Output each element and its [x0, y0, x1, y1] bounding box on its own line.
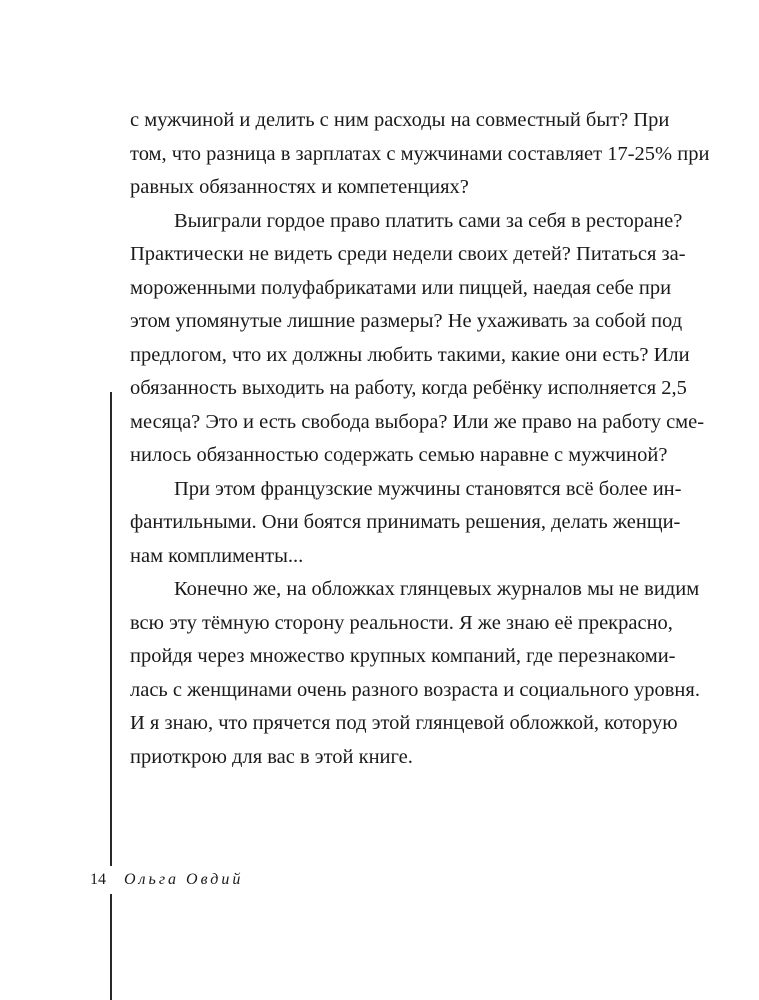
text-line: всю эту тёмную сторону реальности. Я же знаю её прекрасно,	[130, 611, 673, 634]
text-line: обязанность выходить на работу, когда ребёнку исполняется 2,5	[130, 377, 687, 399]
paragraph-start-line: Конечно же, на обложках глянцевых журналов мы не видим	[174, 578, 700, 600]
text-line: предлогом, что их должны любить такими, какие они есть? Или	[130, 343, 690, 366]
text-line: нам комплименты...	[130, 544, 304, 567]
text-line: Практически не видеть среди недели своих детей? Питаться за-	[130, 243, 686, 265]
paragraph-start-line: Выиграли гордое право платить сами за себя в ресторане?	[174, 209, 683, 232]
page-number: 14	[90, 871, 106, 888]
text-line: приоткрою для вас в этой книге.	[130, 745, 413, 768]
page-footer	[90, 868, 243, 892]
paragraph-start-line: При этом французские мужчины становятся всё более ин-	[174, 477, 682, 500]
text-line: этом упомянутые лишние размеры? Не ухаживать за собой под	[130, 310, 683, 332]
margin-rule	[110, 392, 112, 1000]
text-line: фантильными. Они боятся принимать решения, делать женщи-	[130, 511, 681, 533]
text-line: месяца? Это и есть свобода выбора? Или же право на работу сме-	[130, 410, 705, 433]
text-line: мороженными полуфабрикатами или пиццей, наедая себе при	[130, 276, 672, 299]
text-line: пройдя через множество крупных компаний, где перезнакоми-	[130, 645, 676, 667]
text-line: том, что разница в зарплатах с мужчинами составляет 17-25% при	[130, 142, 710, 165]
text-line: равных обязанностях и компетенциях?	[130, 176, 469, 198]
text-line: И я знаю, что прячется под этой глянцевой обложкой, которую	[130, 712, 678, 734]
text-line: нилось обязанностью содержать семью наравне с мужчиной?	[130, 444, 668, 466]
running-author: Ольга Овдий	[124, 871, 244, 888]
text-line: с мужчиной и делить с ним расходы на совместный быт? При	[130, 109, 670, 131]
text-line: лась с женщинами очень разного возраста и социального уровня.	[130, 678, 700, 701]
body-text	[130, 104, 710, 774]
